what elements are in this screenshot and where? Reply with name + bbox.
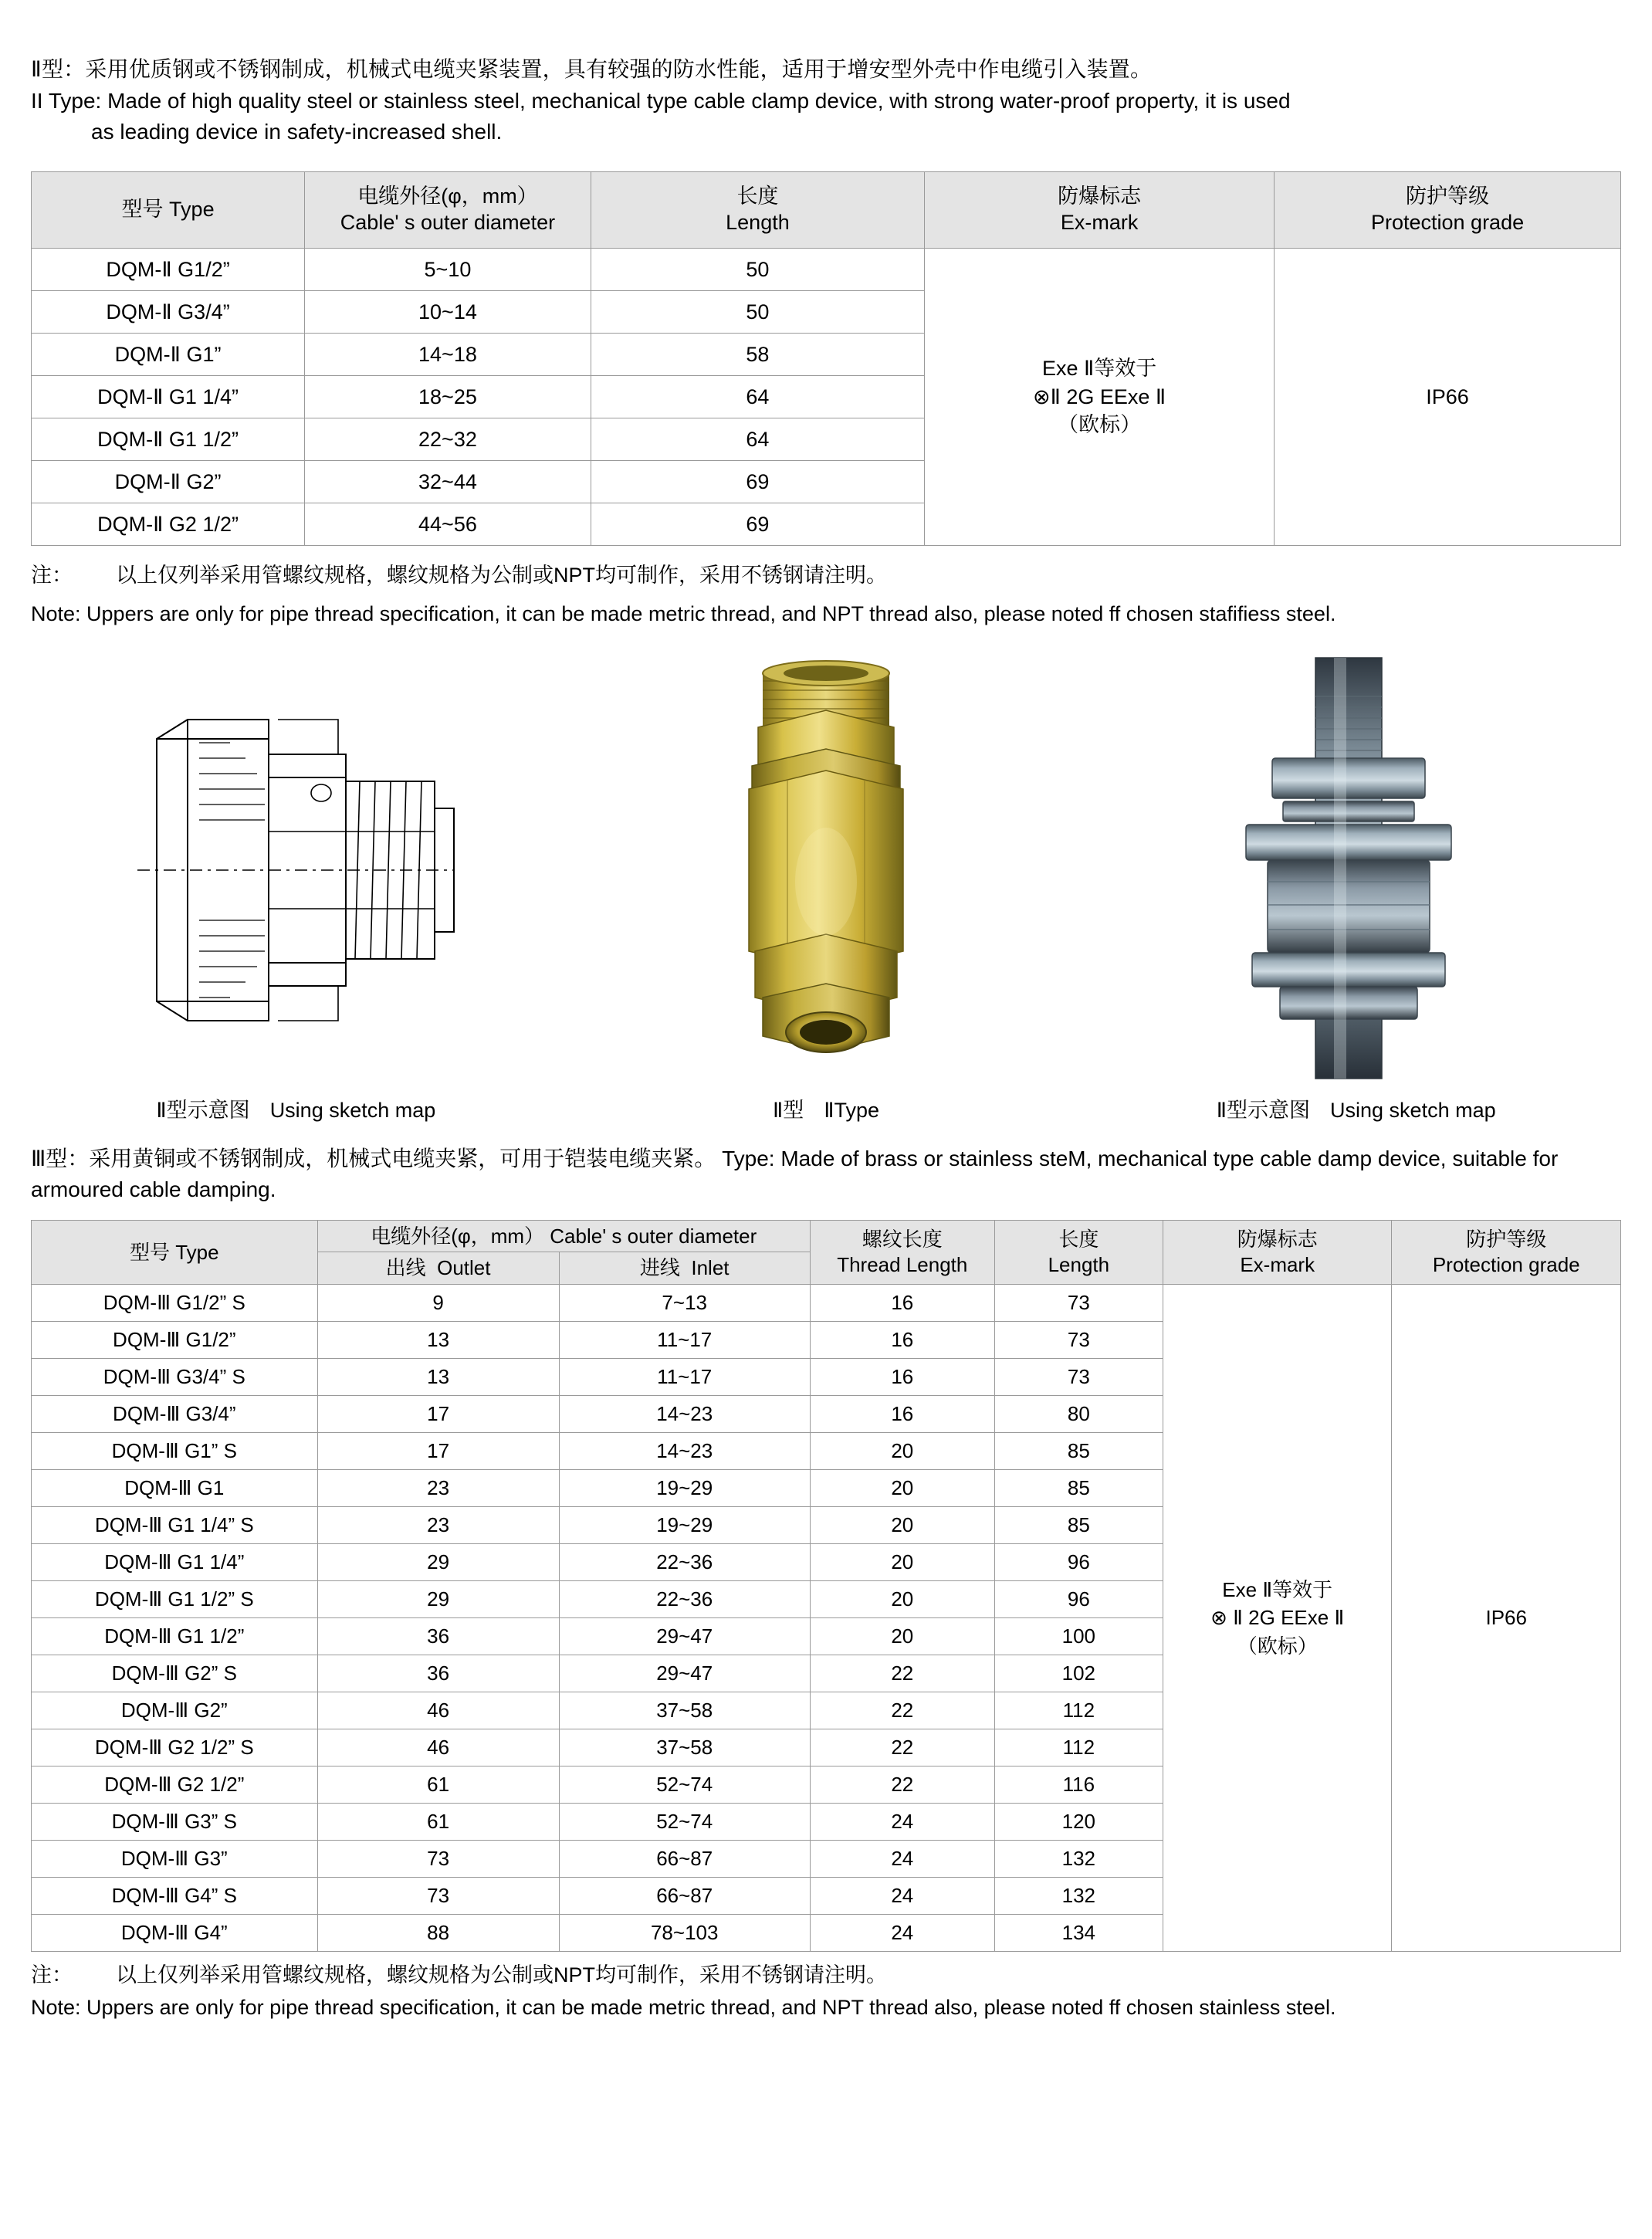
col-header-protection-grade: 防护等级 Protection grade — [1392, 1220, 1621, 1284]
col-header-outlet: 出线 Outlet — [317, 1252, 559, 1285]
cell-protection-grade: IP66 — [1392, 1284, 1621, 1951]
cell-outlet: 73 — [317, 1877, 559, 1914]
cell-inlet: 19~29 — [559, 1469, 810, 1506]
cell-inlet: 66~87 — [559, 1877, 810, 1914]
cell-thread-length: 24 — [810, 1877, 994, 1914]
col-header-inlet: 进线 Inlet — [559, 1252, 810, 1285]
cell-length: 96 — [994, 1543, 1163, 1580]
cell-inlet: 11~17 — [559, 1358, 810, 1395]
cell-diameter: 32~44 — [305, 460, 591, 503]
cell-inlet: 7~13 — [559, 1284, 810, 1321]
cell-type: DQM-Ⅲ G2 1/2” — [32, 1766, 318, 1803]
cell-type: DQM-Ⅲ G3” S — [32, 1803, 318, 1840]
figure-sketch-drawing — [31, 650, 561, 1123]
cell-length: 134 — [994, 1914, 1163, 1951]
sketch-drawing — [114, 650, 477, 1082]
note-label: 注： — [31, 563, 73, 587]
cell-type: DQM-Ⅲ G3” — [32, 1840, 318, 1877]
cell-length: 85 — [994, 1506, 1163, 1543]
cell-inlet: 52~74 — [559, 1766, 810, 1803]
col-header-type: 型号 Type — [32, 1220, 318, 1284]
col-header-exmark: 防爆标志 Ex-mark — [1163, 1220, 1391, 1284]
cell-outlet: 46 — [317, 1729, 559, 1766]
figure-brass-gland — [561, 650, 1092, 1123]
col-header-exmark: 防爆标志 Ex-mark — [925, 171, 1275, 248]
section2-intro-en: Type: Made of brass or stainless steM, mechanical type cable damp device, suitable for armoured cable damping. — [31, 1146, 1559, 1202]
note-text-cn: 以上仅列举采用管螺纹规格，螺纹规格为公制或NPT均可制作，采用不锈钢请注明。 — [116, 1963, 887, 1987]
cell-thread-length: 22 — [810, 1692, 994, 1729]
cell-diameter: 10~14 — [305, 290, 591, 333]
cell-length: 73 — [994, 1284, 1163, 1321]
figure-row — [31, 650, 1621, 1123]
cell-type: DQM-Ⅲ G1 1/4” — [32, 1543, 318, 1580]
figure-caption — [31, 1093, 561, 1123]
cell-outlet: 29 — [317, 1543, 559, 1580]
cell-inlet: 37~58 — [559, 1692, 810, 1729]
section2-intro — [31, 1143, 1621, 1206]
cell-exmark: Exe Ⅱ等效于 ⊗ Ⅱ 2G EExe Ⅱ （欧标） — [1163, 1284, 1391, 1951]
section1-intro-en-line2: as leading device in safety-increased shell. — [91, 120, 503, 144]
cell-length: 112 — [994, 1692, 1163, 1729]
cell-length: 73 — [994, 1321, 1163, 1358]
note-label: 注： — [31, 1963, 73, 1987]
cell-outlet: 23 — [317, 1469, 559, 1506]
cell-thread-length: 16 — [810, 1321, 994, 1358]
cell-length: 80 — [994, 1395, 1163, 1432]
cell-outlet: 61 — [317, 1803, 559, 1840]
cell-type: DQM-Ⅲ G1/2” S — [32, 1284, 318, 1321]
section1-intro — [31, 54, 1621, 148]
cell-type: DQM-Ⅲ G1/2” — [32, 1321, 318, 1358]
section1-note-en: Note: Uppers are only for pipe thread specification, it can be made metric thread, and NPT thread also, please noted ff chosen stafifiess steel. — [31, 602, 1336, 626]
col-header-protection-grade: 防护等级 Protection grade — [1275, 171, 1621, 248]
cell-length: 120 — [994, 1803, 1163, 1840]
cell-diameter: 18~25 — [305, 375, 591, 418]
cell-thread-length: 20 — [810, 1543, 994, 1580]
cell-diameter: 14~18 — [305, 333, 591, 375]
cell-inlet: 29~47 — [559, 1655, 810, 1692]
cell-thread-length: 16 — [810, 1358, 994, 1395]
cell-thread-length: 20 — [810, 1617, 994, 1655]
cell-inlet: 11~17 — [559, 1321, 810, 1358]
col-header-diameter: 电缆外径(φ，mm） Cable' s outer diameter — [305, 171, 591, 248]
cell-outlet: 9 — [317, 1284, 559, 1321]
cell-length: 64 — [591, 375, 924, 418]
cell-outlet: 36 — [317, 1617, 559, 1655]
cell-inlet: 14~23 — [559, 1395, 810, 1432]
cell-type: DQM-Ⅱ G2” — [32, 460, 305, 503]
cell-thread-length: 22 — [810, 1766, 994, 1803]
cell-outlet: 13 — [317, 1321, 559, 1358]
cell-length: 102 — [994, 1655, 1163, 1692]
cell-thread-length: 22 — [810, 1655, 994, 1692]
figure-caption-en: Using sketch map — [269, 1098, 436, 1122]
cell-thread-length: 24 — [810, 1803, 994, 1840]
cell-length: 100 — [994, 1617, 1163, 1655]
cell-length: 116 — [994, 1766, 1163, 1803]
section1-intro-en-line1: II Type: Made of high quality steel or stainless steel, mechanical type cable clamp device, with strong water-proof property, it is used — [31, 88, 1291, 113]
cell-length: 112 — [994, 1729, 1163, 1766]
cell-length: 50 — [591, 290, 924, 333]
cell-type: DQM-Ⅲ G1 1/4” S — [32, 1506, 318, 1543]
cell-outlet: 73 — [317, 1840, 559, 1877]
cell-type: DQM-Ⅲ G4” — [32, 1914, 318, 1951]
col-header-length: 长度 Length — [994, 1220, 1163, 1284]
figure-caption-cn: Ⅱ型示意图 — [1216, 1098, 1311, 1122]
cell-type: DQM-Ⅲ G3/4” — [32, 1395, 318, 1432]
cell-inlet: 78~103 — [559, 1914, 810, 1951]
cell-type: DQM-Ⅱ G3/4” — [32, 290, 305, 333]
cell-thread-length: 20 — [810, 1469, 994, 1506]
cell-inlet: 37~58 — [559, 1729, 810, 1766]
cell-inlet: 19~29 — [559, 1506, 810, 1543]
cell-outlet: 29 — [317, 1580, 559, 1617]
cell-diameter: 5~10 — [305, 248, 591, 290]
figure-caption-cn: Ⅱ型示意图 — [156, 1098, 250, 1122]
cell-type: DQM-Ⅲ G3/4” S — [32, 1358, 318, 1395]
cell-type: DQM-Ⅱ G1” — [32, 333, 305, 375]
cell-length: 58 — [591, 333, 924, 375]
figure-caption-en: Using sketch map — [1330, 1098, 1496, 1122]
table-row — [32, 248, 1621, 290]
cell-outlet: 46 — [317, 1692, 559, 1729]
cell-outlet: 88 — [317, 1914, 559, 1951]
table-header-row — [32, 171, 1621, 248]
cell-type: DQM-Ⅱ G1 1/2” — [32, 418, 305, 460]
cell-length: 85 — [994, 1469, 1163, 1506]
cell-thread-length: 16 — [810, 1395, 994, 1432]
section1-intro-en — [31, 86, 1621, 148]
cell-inlet: 22~36 — [559, 1580, 810, 1617]
cell-length: 73 — [994, 1358, 1163, 1395]
cell-inlet: 29~47 — [559, 1617, 810, 1655]
cell-outlet: 17 — [317, 1432, 559, 1469]
col-header-diameter: 电缆外径(φ，mm） Cable' s outer diameter — [317, 1220, 810, 1252]
cell-type: DQM-Ⅱ G1/2” — [32, 248, 305, 290]
assembly-photo — [1175, 650, 1538, 1082]
cell-inlet: 52~74 — [559, 1803, 810, 1840]
cell-length: 50 — [591, 248, 924, 290]
cell-type: DQM-Ⅱ G2 1/2” — [32, 503, 305, 545]
table-header-row-1 — [32, 1220, 1621, 1252]
figure-caption — [561, 1093, 1092, 1123]
figure-caption-cn: Ⅱ型 — [772, 1098, 804, 1122]
col-header-thread-length: 螺纹长度 Thread Length — [810, 1220, 994, 1284]
figure-caption — [1091, 1093, 1621, 1123]
type2-spec-table — [31, 171, 1621, 546]
cell-type: DQM-Ⅲ G1 — [32, 1469, 318, 1506]
cell-thread-length: 24 — [810, 1914, 994, 1951]
figure-assembly — [1091, 650, 1621, 1123]
cell-thread-length: 24 — [810, 1840, 994, 1877]
cell-type: DQM-Ⅲ G2” — [32, 1692, 318, 1729]
figure-caption-en: ⅡType — [824, 1098, 880, 1122]
cell-type: DQM-Ⅲ G2” S — [32, 1655, 318, 1692]
cell-length: 69 — [591, 503, 924, 545]
cell-inlet: 22~36 — [559, 1543, 810, 1580]
note-text-cn: 以上仅列举采用管螺纹规格，螺纹规格为公制或NPT均可制作，采用不锈钢请注明。 — [116, 563, 887, 587]
cell-type: DQM-Ⅲ G1 1/2” S — [32, 1580, 318, 1617]
section2-note-en: Note: Uppers are only for pipe thread specification, it can be made metric thread, and NPT thread also, please noted ff chosen stainless steel. — [31, 1996, 1336, 2020]
cell-outlet: 13 — [317, 1358, 559, 1395]
cell-length: 132 — [994, 1877, 1163, 1914]
cell-type: DQM-Ⅱ G1 1/4” — [32, 375, 305, 418]
cell-diameter: 22~32 — [305, 418, 591, 460]
cell-outlet: 36 — [317, 1655, 559, 1692]
cell-thread-length: 22 — [810, 1729, 994, 1766]
type3-spec-table — [31, 1220, 1621, 1952]
cell-protection-grade: IP66 — [1275, 248, 1621, 545]
cell-thread-length: 20 — [810, 1580, 994, 1617]
cell-outlet: 61 — [317, 1766, 559, 1803]
cell-inlet: 14~23 — [559, 1432, 810, 1469]
cell-length: 85 — [994, 1432, 1163, 1469]
cell-type: DQM-Ⅲ G1 1/2” — [32, 1617, 318, 1655]
cell-outlet: 23 — [317, 1506, 559, 1543]
cell-inlet: 66~87 — [559, 1840, 810, 1877]
col-header-type: 型号 Type — [32, 171, 305, 248]
cell-type: DQM-Ⅲ G1” S — [32, 1432, 318, 1469]
cell-thread-length: 20 — [810, 1506, 994, 1543]
cell-type: DQM-Ⅲ G2 1/2” S — [32, 1729, 318, 1766]
section1-intro-cn: Ⅱ型：采用优质钢或不锈钢制成，机械式电缆夹紧装置，具有较强的防水性能，适用于增安型外壳中作电缆引入装置。 — [31, 57, 1153, 81]
col-header-length: 长度 Length — [591, 171, 924, 248]
cell-thread-length: 20 — [810, 1432, 994, 1469]
section1-note-cn — [31, 560, 1621, 591]
cell-thread-length: 16 — [810, 1284, 994, 1321]
table-row — [32, 1284, 1621, 1321]
cell-diameter: 44~56 — [305, 503, 591, 545]
cell-length: 132 — [994, 1840, 1163, 1877]
cell-type: DQM-Ⅲ G4” S — [32, 1877, 318, 1914]
cell-outlet: 17 — [317, 1395, 559, 1432]
brass-gland-photo — [672, 650, 980, 1082]
cell-length: 96 — [994, 1580, 1163, 1617]
section2-intro-cn: Ⅲ型：采用黄铜或不锈钢制成，机械式电缆夹紧，可用于铠装电缆夹紧。 — [31, 1146, 716, 1170]
section2-note-cn — [31, 1960, 1621, 1991]
cell-length: 64 — [591, 418, 924, 460]
cell-exmark: Exe Ⅱ等效于 ⊗Ⅱ 2G EExe Ⅱ （欧标） — [925, 248, 1275, 545]
section2-notes — [31, 1960, 1621, 2024]
cell-length: 69 — [591, 460, 924, 503]
